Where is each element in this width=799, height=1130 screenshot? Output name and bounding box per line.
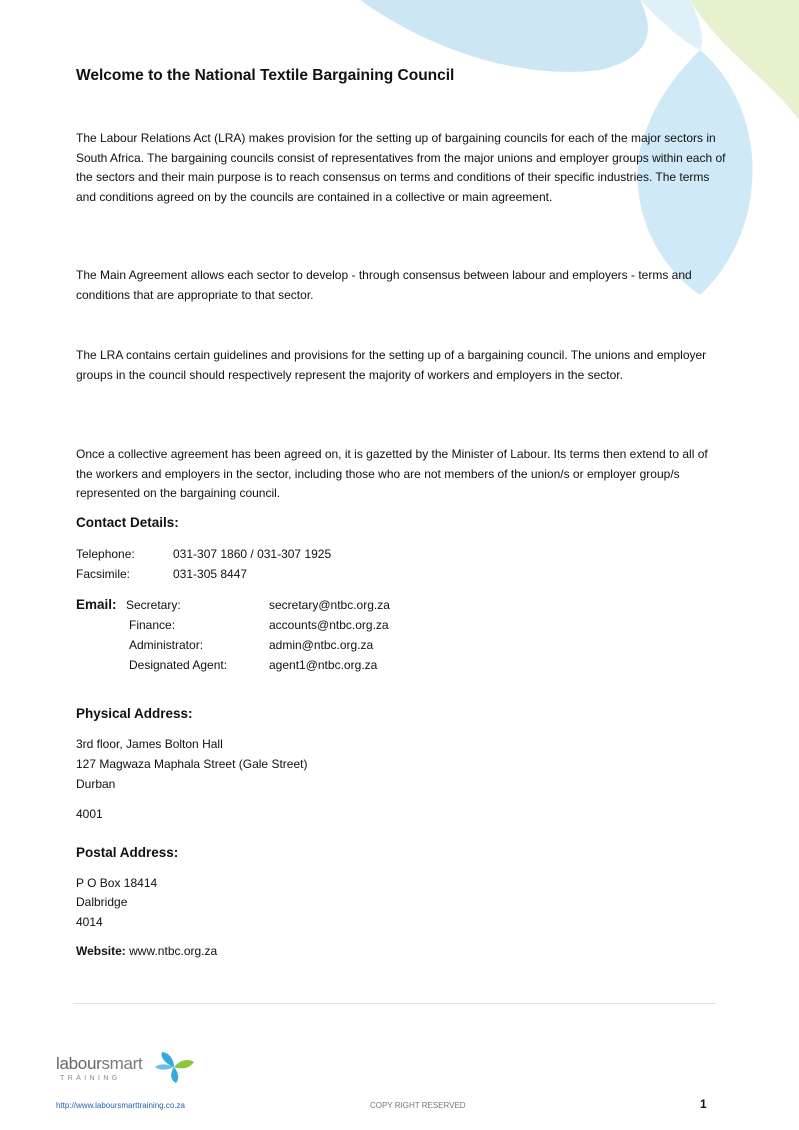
paragraph-lra: The Labour Relations Act (LRA) makes provision for the setting up of bargaining councils for each of the major sectors in South Africa. The bargaining councils consist of representatives from the major unions and employer groups within each of the sectors and their main purpose is to reach consensus on terms and conditions of their specific industries. The terms and conditions agreed on by the councils are contained in a collective or main agreement. [76, 131, 726, 204]
email-value[interactable]: accounts@ntbc.org.za [269, 618, 389, 632]
fax-row [76, 567, 247, 581]
email-label: Secretary: [126, 598, 181, 612]
postal-line-2: Dalbridge [76, 895, 128, 909]
page-number: 1 [700, 1097, 707, 1111]
footer-url[interactable]: http://www.laboursmarttraining.co.za [56, 1101, 185, 1110]
logo-word-smart: smart [101, 1054, 143, 1073]
email-row-administrator [129, 638, 373, 652]
email-label: Administrator: [129, 638, 204, 652]
deco-blue-leaf [360, 0, 648, 72]
email-row-secretary [126, 598, 390, 612]
physical-code: 4001 [76, 807, 103, 821]
website-row [76, 944, 217, 958]
website-link[interactable]: www.ntbc.org.za [129, 944, 218, 958]
logo-word-labour: labour [56, 1054, 102, 1073]
page-title: Welcome to the National Textile Bargaining Council [76, 67, 455, 84]
telephone-row [76, 547, 331, 561]
email-label: Finance: [129, 618, 176, 632]
postal-line-1: P O Box 18414 [76, 876, 158, 890]
postal-address-heading: Postal Address: [76, 845, 179, 860]
email-row-agent [129, 658, 377, 672]
logo-wordmark [56, 1054, 142, 1074]
pinwheel-icon [152, 1050, 196, 1084]
postal-code: 4014 [76, 915, 103, 929]
email-heading: Email: [76, 597, 117, 612]
telephone-value: 031-307 1860 / 031-307 1925 [173, 547, 332, 561]
physical-line-2: 127 Magwaza Maphala Street (Gale Street) [76, 757, 308, 771]
email-value[interactable]: admin@ntbc.org.za [269, 638, 374, 652]
telephone-label: Telephone: [76, 547, 135, 561]
paragraph-gazetted: Once a collective agreement has been agreed on, it is gazetted by the Minister of Labour. Its terms then extend to all of the workers and employers in the sector, including those who are not members of the union/s or employer group/s represented on the bargaining council. [76, 447, 708, 501]
email-value[interactable]: secretary@ntbc.org.za [269, 598, 390, 612]
physical-line-1: 3rd floor, James Bolton Hall [76, 737, 223, 751]
contact-heading: Contact Details: [76, 515, 179, 530]
footer-divider [73, 1003, 716, 1004]
physical-line-3: Durban [76, 777, 116, 791]
email-label: Designated Agent: [129, 658, 228, 672]
paragraph-guidelines: The LRA contains certain guidelines and provisions for the setting up of a bargaining council. The unions and employer groups in the council should respectively represent the majority of workers and employers in the sector. [76, 348, 707, 382]
website-label: Website: [76, 944, 126, 958]
physical-address-heading: Physical Address: [76, 706, 193, 721]
paragraph-main-agreement: The Main Agreement allows each sector to develop - through consensus between labour and employers - terms and conditions that are appropriate to that sector. [76, 268, 692, 302]
email-row-finance [129, 618, 389, 632]
logo-subtitle: TRAINING [60, 1075, 121, 1082]
deco-light-blue [640, 0, 702, 50]
fax-value: 031-305 8447 [173, 567, 248, 581]
fax-label: Facsimile: [76, 567, 131, 581]
footer-copyright: COPY RIGHT RESERVED [370, 1101, 466, 1110]
email-value[interactable]: agent1@ntbc.org.za [269, 658, 378, 672]
laboursmart-logo [56, 1050, 206, 1086]
